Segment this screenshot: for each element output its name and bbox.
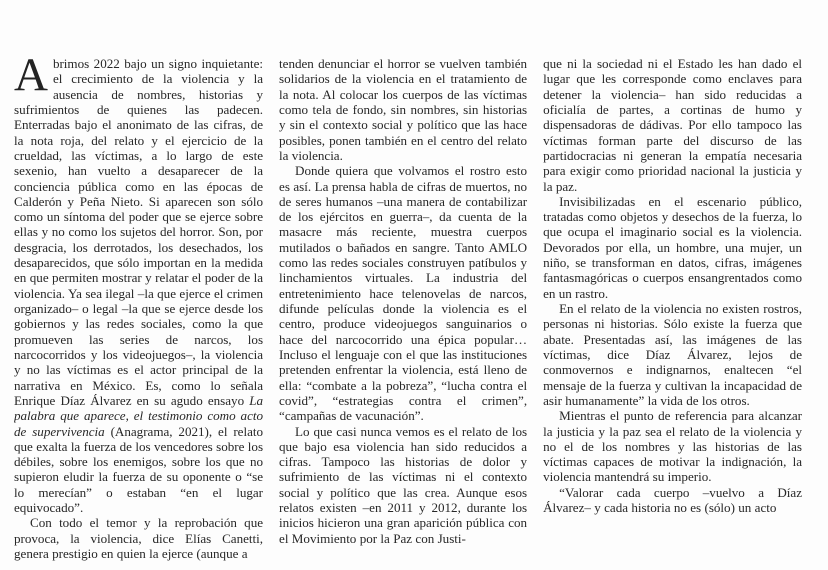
paragraph-c2-p1: tenden denunciar el horror se vuelven también solidarios de la violencia en el tratamiento de la nota. Al colocar los cuerpos de las víctimas como tela de fondo, sin nombres, sin historias y sin el contexto social y político que las hace posibles, ponen también en el centro del relato la violencia.	[279, 56, 528, 163]
paragraph-c3-p2: Invisibilizadas en el escenario público, tratadas como objetos y desechos de la fuerza, lo que ocupa el imaginario social es la violencia. Devorados por ella, un hombre, una mujer, un niño, se transforman en datos, cifras, imágenes fantasmagóricas o cuerpos ensangrentados como en un rastro.	[543, 193, 802, 301]
text-column-1	[14, 56, 263, 570]
drop-cap-letter: A	[14, 56, 48, 101]
column-2-inner	[279, 56, 527, 546]
book-title-italic: La palabra que aparece, el testimonio como acto de supervivencia	[14, 392, 264, 439]
paragraph-c1-p2: Con todo el temor y la reprobación que provoca, la violencia, dice Elías Canetti, genera prestigio en quien la ejerce (aunque a	[14, 515, 264, 561]
column-1-inner	[14, 56, 263, 561]
text-column-2	[279, 56, 527, 570]
paragraph-text-lead: brimos 2022 bajo un signo inquietante: el crecimiento de la violencia y la ausencia de nombres, historias y sufrimientos de quienes las padecen. Enterradas bajo el anonimato de las cifras, de la nota roja, del relato y el ejercicio de la crueldad, las víctimas, a lo largo de este sexenio, han vuelto a desaparecer de la conciencia pública como en las épocas de Calderón y Peña Nieto. Si aparecen son sólo como un síntoma del poder que se ejerce sobre ellas y no como los sujetos del horror. Son, por desgracia, los derrotados, los desechados, los desaparecidos, que sólo importan en la medida en que permiten mostrar y relatar el poder de la violencia. Ya sea ilegal –la que ejerce el crimen organizado– o legal –la que se ejerce desde los gobiernos y las redes sociales, como la que promueven las series de narcos, los narcocorridos y los videojuegos–, la violencia y no las víctimas es el actor principal de la narrativa en México. Es, como lo señala Enrique Díaz Álvarez en su agudo ensayo	[14, 56, 264, 408]
column-3-inner	[543, 56, 802, 515]
paragraph-c3-p5: “Valorar cada cuerpo –vuelvo a Díaz Álvarez– y cada historia no es (sólo) un acto	[543, 484, 802, 516]
text-column-3	[543, 56, 802, 570]
paragraph-c1-p1	[14, 56, 263, 515]
paragraph-text-tail: (Anagrama, 2021), el relato que exalta la fuerza de los vencedores sobre los débiles, sobre los enemigos, sobre los que no supieron eludir la fuerza de su oponente o “se lo merecían” o estaban “en el lugar equivocado”.	[14, 423, 264, 516]
paragraph-c3-p1: que ni la sociedad ni el Estado les han dado el lugar que les corresponde como enclaves para detener la violencia– han sido reducidas a oficialía de partes, a cortinas de humo y dispensadoras de dádivas. Por ello tampoco las víctimas forman parte del discurso de las partidocracias ni generan la empatía necesaria para exigir como prioridad nacional la justicia y la paz.	[543, 56, 802, 194]
paragraph-c2-p2: Donde quiera que volvamos el rostro esto es así. La prensa habla de cifras de muertos, no de seres humanos –una manera de contabilizar de los ejércitos en guerra–, da cuenta de la masacre más reciente, muestra cuerpos mutilados o bañados en sangre. Tanto AMLO como las redes sociales construyen patíbulos y linchamientos virtuales. La industria del entretenimiento hace telenovelas de narcos, difunde películas donde la violencia es el centro, produce videojuegos sanguinarios o hace del narcocorrido una épica popular… Incluso el lenguaje con el que las instituciones pretenden enfrentar la violencia, está lleno de ella: “combate a la pobreza”, “lucha contra el covid”, “estrategias contra el crimen”, “campañas de vacunación”.	[279, 163, 528, 424]
paragraph-c3-p4: Mientras el punto de referencia para alcanzar la justicia y la paz sea el relato de la violencia y no el de los nombres y las historias de las víctimas capaces de motivar la indignación, la violencia mantendrá su imperio.	[543, 408, 802, 485]
paragraph-c3-p3: En el relato de la violencia no existen rostros, personas ni historias. Sólo existe la fuerza que abate. Presentadas así, las imágenes de las víctimas, dice Díaz Álvarez, lejos de conmovernos e indignarnos, enaltecen “el mensaje de la fuerza y cultivan la incapacidad de asir humanamente” la vida de los otros.	[543, 301, 802, 408]
article-columns	[14, 56, 802, 570]
paragraph-c2-p3: Lo que casi nunca vemos es el relato de los que bajo esa violencia han sido reducidos a cifras. Tampoco las historias de dolor y sufrimiento de las víctimas ni el contexto social y político que las crea. Aunque esos relatos existen –en 2011 y 2012, durante los inicios hicieron una gran aparición pública con el Movimiento por la Paz con Justi-	[279, 423, 528, 546]
